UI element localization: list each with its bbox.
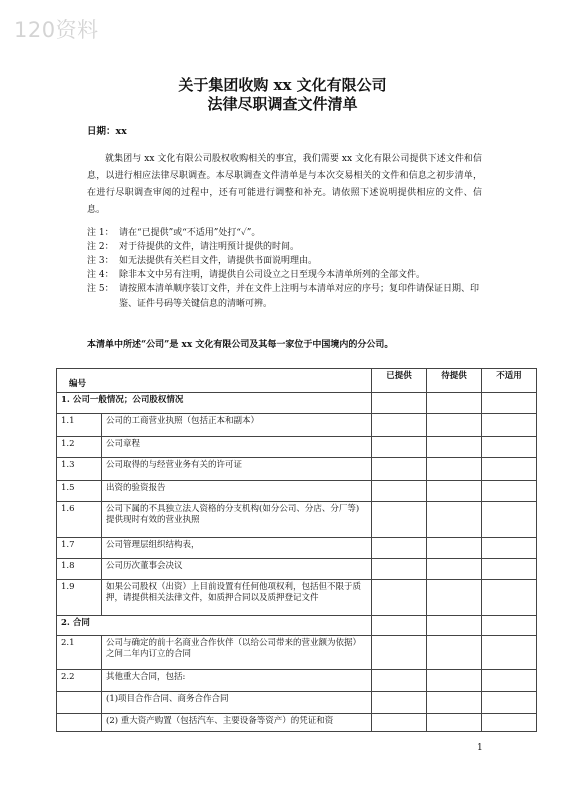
table-row	[57, 670, 537, 692]
na-cell[interactable]	[482, 670, 537, 692]
item-number: 1.8	[57, 559, 102, 580]
provided-cell[interactable]	[372, 437, 427, 458]
item-number	[57, 692, 102, 714]
item-number: 1.6	[57, 502, 102, 538]
table-row	[57, 692, 537, 714]
header-provided: 已提供	[372, 369, 427, 393]
note-key: 注 1：	[87, 228, 114, 238]
provided-cell[interactable]	[372, 458, 427, 481]
provided-cell[interactable]	[372, 616, 427, 636]
item-text: 公司历次董事会决议	[102, 559, 372, 580]
pending-cell[interactable]	[427, 692, 482, 714]
table-row	[57, 538, 537, 559]
scope-note: 本清单中所述“公司”是 xx 文化有限公司及其每一家位于中国境内的分公司。	[87, 340, 394, 350]
item-text: 如果公司股权（出资）上目前设置有任何他项权利，包括但不限于质押，请提供相关法律文件，如质押合同以及质押登记文件	[102, 580, 372, 616]
item-text: 出资的验资报告	[102, 481, 372, 502]
provided-cell[interactable]	[372, 636, 427, 670]
provided-cell[interactable]	[372, 502, 427, 538]
note-key: 注 5：	[87, 284, 114, 294]
date-label: 日期：xx	[87, 126, 127, 137]
item-text: 公司下属的不具独立法人资格的分支机构(如分公司、分店、分厂等)提供现时有效的营业执照	[102, 502, 372, 538]
section-label: 2. 合同	[57, 616, 372, 636]
na-cell[interactable]	[482, 636, 537, 670]
pending-cell[interactable]	[427, 538, 482, 559]
note-text: 除非本文中另有注明，请提供自公司设立之日至现今本清单所列的全部文件。	[119, 270, 426, 280]
table-row	[57, 502, 537, 538]
pending-cell[interactable]	[427, 481, 482, 502]
item-text: (1)项目合作合同、商务合作合同	[102, 692, 372, 714]
item-number: 1.7	[57, 538, 102, 559]
pending-cell[interactable]	[427, 670, 482, 692]
provided-cell[interactable]	[372, 559, 427, 580]
item-text: (2) 重大资产购置（包括汽车、主要设备等资产）的凭证和资	[102, 714, 372, 732]
na-cell[interactable]	[482, 714, 537, 732]
watermark: 120资料	[14, 18, 99, 42]
pending-cell[interactable]	[427, 636, 482, 670]
table-row	[57, 437, 537, 458]
document-title-line1: 关于集团收购 xx 文化有限公司	[178, 76, 387, 94]
item-text: 公司的工商营业执照（包括正本和副本）	[102, 414, 372, 437]
item-number: 2.1	[57, 636, 102, 670]
item-number: 1.3	[57, 458, 102, 481]
pending-cell[interactable]	[427, 559, 482, 580]
provided-cell[interactable]	[372, 393, 427, 414]
table-header-row	[57, 369, 537, 393]
note-text: 请在“已提供”或“不适用”处打“✓”。	[119, 228, 261, 238]
item-number: 1.9	[57, 580, 102, 616]
pending-cell[interactable]	[427, 437, 482, 458]
table-row	[57, 481, 537, 502]
item-text: 公司章程	[102, 437, 372, 458]
item-number: 1.2	[57, 437, 102, 458]
table-row	[57, 714, 537, 732]
item-text: 其他重大合同，包括:	[102, 670, 372, 692]
item-text: 公司与确定的前十名商业合作伙伴（以给公司带来的营业额为依据）之间二年内订立的合同	[102, 636, 372, 670]
section-label: 1. 公司一般情况；公司股权情况	[57, 393, 372, 414]
item-number: 1.1	[57, 414, 102, 437]
na-cell[interactable]	[482, 502, 537, 538]
na-cell[interactable]	[482, 458, 537, 481]
item-text: 公司取得的与经营业务有关的许可证	[102, 458, 372, 481]
na-cell[interactable]	[482, 559, 537, 580]
table-row	[57, 559, 537, 580]
header-na: 不适用	[482, 369, 537, 393]
na-cell[interactable]	[482, 437, 537, 458]
table-row	[57, 580, 537, 616]
note-text: 对于待提供的文件，请注明预计提供的时间。	[119, 242, 300, 252]
na-cell[interactable]	[482, 616, 537, 636]
section-row	[57, 393, 537, 414]
pending-cell[interactable]	[427, 393, 482, 414]
provided-cell[interactable]	[372, 414, 427, 437]
section-row	[57, 616, 537, 636]
provided-cell[interactable]	[372, 692, 427, 714]
note-key: 注 3：	[87, 256, 114, 266]
item-text: 公司管理层组织结构表，	[102, 538, 372, 559]
header-number: 编号	[57, 369, 372, 393]
item-number	[57, 714, 102, 732]
note-key: 注 2：	[87, 242, 114, 252]
document-title-line2: 法律尽职调查文件清单	[207, 95, 358, 113]
page-number: 1	[477, 743, 483, 753]
pending-cell[interactable]	[427, 714, 482, 732]
note-text: 请按照本清单顺序装订文件，并在文件上注明与本清单对应的序号；复印件请保证日期、印鉴、证件号码等关键信息的清晰可辨。	[119, 284, 480, 309]
na-cell[interactable]	[482, 580, 537, 616]
item-number: 2.2	[57, 670, 102, 692]
item-number: 1.5	[57, 481, 102, 502]
provided-cell[interactable]	[372, 481, 427, 502]
na-cell[interactable]	[482, 414, 537, 437]
pending-cell[interactable]	[427, 502, 482, 538]
table-row	[57, 458, 537, 481]
note-key: 注 4：	[87, 270, 114, 280]
na-cell[interactable]	[482, 393, 537, 414]
na-cell[interactable]	[482, 481, 537, 502]
pending-cell[interactable]	[427, 616, 482, 636]
na-cell[interactable]	[482, 538, 537, 559]
provided-cell[interactable]	[372, 670, 427, 692]
note-text: 如无法提供有关栏目文件，请提供书面说明理由。	[119, 256, 318, 266]
provided-cell[interactable]	[372, 714, 427, 732]
header-pending: 待提供	[427, 369, 482, 393]
pending-cell[interactable]	[427, 580, 482, 616]
document-checklist-table	[56, 368, 537, 732]
provided-cell[interactable]	[372, 538, 427, 559]
pending-cell[interactable]	[427, 414, 482, 437]
provided-cell[interactable]	[372, 580, 427, 616]
table-row	[57, 414, 537, 437]
na-cell[interactable]	[482, 692, 537, 714]
table-row	[57, 636, 537, 670]
pending-cell[interactable]	[427, 458, 482, 481]
intro-paragraph: 就集团与 xx 文化有限公司股权收购相关的事宜，我们需要 xx 文化有限公司提供下述文件和信息，以进行相应法律尽职调查。本尽职调查文件清单是与本次交易相关的文件和信息之初步清单，在进行尽职调查审阅的过程中，还有可能进行调整和补充。请依照下述说明提供相应的文件、信息。	[87, 154, 482, 215]
